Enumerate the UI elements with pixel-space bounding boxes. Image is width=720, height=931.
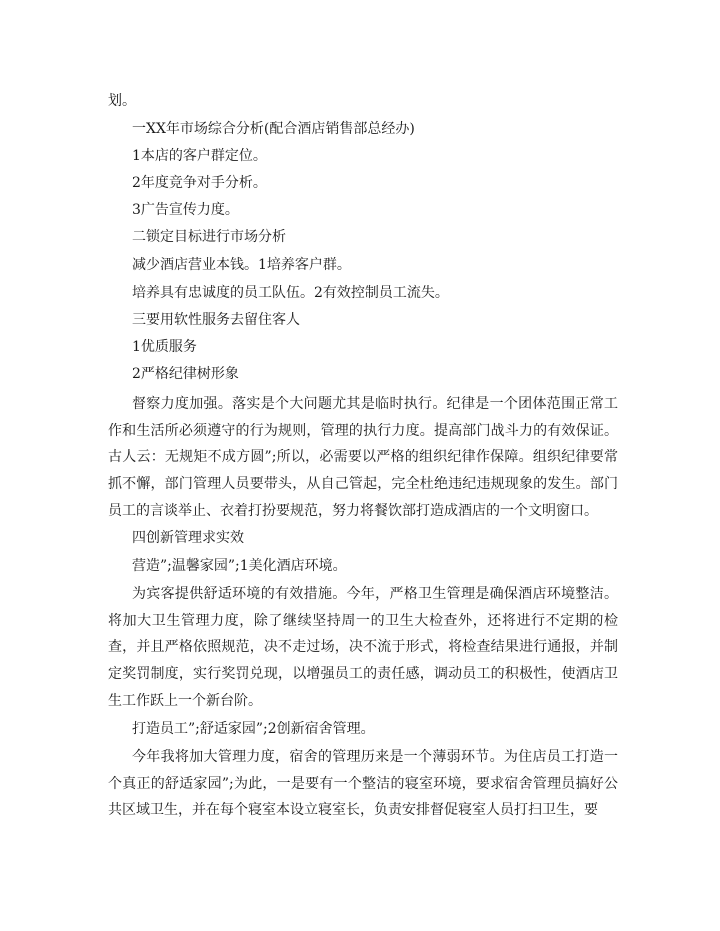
list-item: 3广告宣传力度。 bbox=[132, 202, 239, 218]
list-item: 2严格纪律树形象 bbox=[132, 366, 239, 382]
text-line: 培养具有忠诚度的员工队伍。2有效控制员工流失。 bbox=[132, 285, 449, 301]
section-heading: 二锁定目标进行市场分析 bbox=[132, 229, 286, 245]
section-heading: 三要用软性服务去留住客人 bbox=[132, 312, 300, 328]
section-heading: 一XX年市场综合分析(配合酒店销售部总经办) bbox=[132, 121, 415, 137]
text-line: 营造”;温馨家园”;1美化酒店环境。 bbox=[132, 558, 347, 574]
list-item: 1优质服务 bbox=[132, 339, 197, 355]
section-heading: 四创新管理求实效 bbox=[132, 530, 244, 546]
paragraph: 为宾客提供舒适环境的有效措施。今年，严格卫生管理是确保酒店环境整洁。将加大卫生管理力度，除了继续坚持周一的卫生大检查外，还将进行不定期的检查，并且严格依照规范，决不走过场，决不流于形式，将检查结果进行通报，并制定奖罚制度，实行奖罚兑现，以增强员工的责任感，调动员工的积极性，使酒店卫生工作跃上一个新台阶。 bbox=[108, 586, 618, 709]
text-line: 减少酒店营业本钱。1培养客户群。 bbox=[132, 257, 351, 273]
list-item: 2年度竞争对手分析。 bbox=[132, 175, 267, 191]
paragraph: 督察力度加强。落实是个大问题尤其是临时执行。纪律是一个团体范围正常工作和生活所必须遵守的行为规则，管理的执行力度。提高部门战斗力的有效保证。古人云：无规矩不成方圆”;所以，必需要以严格的组织纪律作保障。组织纪律要常抓不懈，部门管理人员要带头，从自己管起，完全杜绝违纪违规现象的发生。部门员工的言谈举止、衣着打扮要规范，努力将餐饮部打造成酒店的一个文明窗口。 bbox=[108, 396, 618, 519]
text-line: 打造员工”;舒适家园”;2创新宿舍管理。 bbox=[132, 721, 375, 737]
text-line: 划。 bbox=[108, 93, 136, 109]
paragraph: 今年我将加大管理力度，宿舍的管理历来是一个薄弱环节。为住店员工打造一个真正的舒适家园”;为此，一是要有一个整洁的寝室环境，要求宿舍管理员搞好公共区域卫生，并在每个寝室本设立寝室长，负责安排督促寝室人员打扫卫生，要 bbox=[108, 749, 618, 819]
list-item: 1本店的客户群定位。 bbox=[132, 148, 267, 164]
